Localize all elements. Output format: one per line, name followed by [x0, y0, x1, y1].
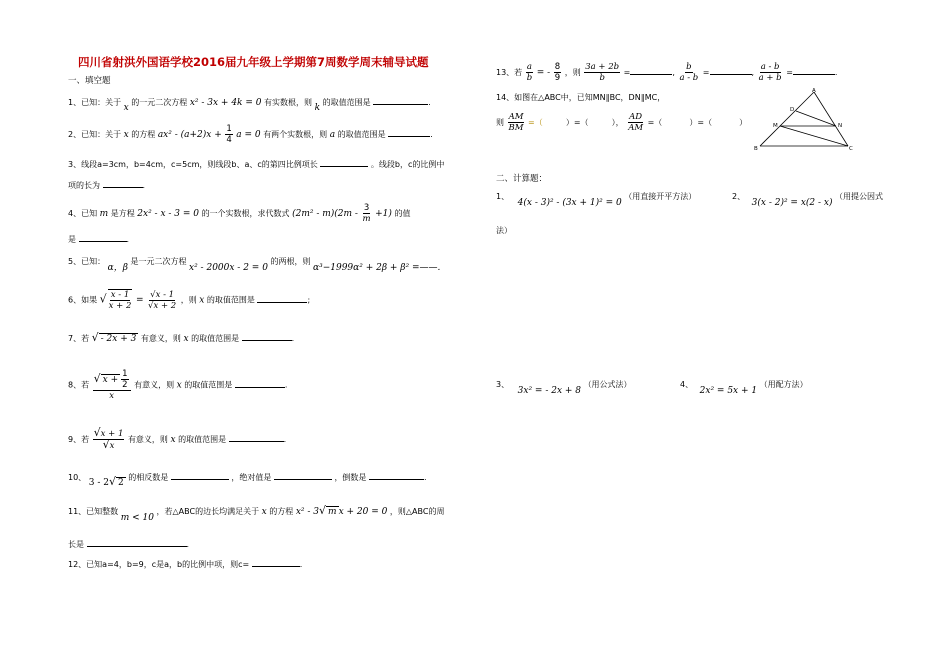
question-11: 11、已知整数 m < 10 ，若△ABC的边长均满足关于 x 的方程 x² - 3√ m x + 20 = 0 ，则△ABC的周: [68, 504, 445, 523]
answer-blank[interactable]: [242, 331, 292, 341]
answer-blank[interactable]: [274, 470, 332, 480]
question-3: 3、线段a=3cm，b=4cm，c=5cm，则线段b、a、c的第四比例项长 。线段b，c的比例中: [68, 157, 444, 170]
label-c: C: [849, 146, 853, 152]
answer-blank[interactable]: [373, 95, 428, 105]
question-10: 10、 3 - 2√ 2 的相反数是 ，绝对值是 ，倒数是 .: [68, 470, 427, 483]
side-ab: [760, 92, 814, 146]
question-3-line2: 项的长为 .: [68, 178, 145, 191]
answer-blank[interactable]: [388, 127, 430, 137]
label-a: A: [812, 88, 816, 94]
question-2: 2、已知：关于 x 的方程 ax² - (a+2)x + $\frac{1}{4}$ a = 0 有两个实数根，则 a 的取值范围是 .: [68, 124, 433, 145]
answer-blank[interactable]: [252, 557, 300, 567]
calc-3: 3、 3x² = - 2x + 8 （用公式法）: [496, 380, 632, 396]
answer-blank[interactable]: [103, 178, 143, 188]
question-4-line2: 是 .: [68, 232, 129, 245]
question-12: 12、已知a=4，b=9，c是a，b的比例中项，则c= .: [68, 557, 302, 570]
segment-mc: [780, 126, 848, 146]
calc-1: 1、 4(x - 3)² - (3x + 1)² = 0 （用直接开平方法）: [496, 192, 697, 208]
answer-blank[interactable]: [710, 65, 752, 75]
label-m: M: [773, 123, 778, 129]
question-14: 14、如图在△ABC中，已知MN∥BC，DN∥MC，: [496, 93, 666, 102]
answer-blank[interactable]: [369, 470, 424, 480]
question-9: 9、若 $\frac{√x + 1}{√x}$ 有意义，则 x 的取值范围是 .: [68, 426, 287, 451]
label-b: B: [754, 146, 758, 152]
question-5: 5、已知： α，β 是一元二次方程 x² - 2000x - 2 = 0 的两根，则 α³−1999α² + 2β + β² =——.: [68, 257, 441, 273]
question-1: 1、已知：关于 x 的一元二次方程 x² - 3x + 4k = 0 有实数根，则 k 的取值范围是 .: [68, 95, 431, 108]
answer-blank[interactable]: [229, 432, 284, 442]
section-fill-in: 一、填空题: [68, 76, 111, 86]
calc-2-wrap: 法）: [496, 226, 512, 235]
calc-4: 4、 2x² = 5x + 1 （用配方法）: [680, 380, 808, 396]
label-n: N: [838, 123, 843, 129]
question-11-line2: 长是 .: [68, 537, 189, 550]
triangle-figure: [750, 86, 860, 154]
answer-blank[interactable]: [79, 232, 127, 242]
answer-blank[interactable]: [793, 65, 835, 75]
question-7: 7、若 √ - 2x + 3 有意义，则 x 的取值范围是 .: [68, 331, 295, 344]
answer-blank[interactable]: [320, 157, 368, 167]
page-title: 四川省射洪外国语学校2016届九年级上学期第7周数学周末辅导试题: [78, 55, 429, 69]
answer-blank[interactable]: [257, 293, 307, 303]
section-calculation: 二、计算题：: [496, 174, 548, 184]
calc-2: 2、 3(x - 2)² = x(2 - x) （用提公因式: [732, 192, 884, 208]
question-4: 4、已知 m 是方程 2x² - x - 3 = 0 的一个实数根，求代数式 (2m² - m)(2m - $\frac{3}{m}$ +1) 的值: [68, 203, 411, 224]
segment-dn: [796, 111, 836, 126]
answer-blank[interactable]: [87, 537, 187, 547]
question-6: 6、如果 √ $\frac{x - 1}{x + 2}$ = $\frac{√x - 1}{√x + 2}$ ，则 x 的取值范围是 ;: [68, 289, 311, 311]
answer-blank[interactable]: [235, 378, 285, 388]
answer-blank[interactable]: [171, 470, 229, 480]
answer-blank[interactable]: [630, 65, 672, 75]
question-13: 13、若 $\frac{a}{b}$ = - $\frac{8}{9}$ ，则 $\frac{3a + 2b}{b}$ = , $\frac{b}{a - b}$ = , $\frac{a - b}{a + b}$ = .: [496, 62, 838, 83]
label-d: D: [790, 107, 795, 113]
question-14-ratios: 则 $\frac{AM}{BM}$ =（ ）=（ ）， $\frac{AD}{AM}$ =（ ）=（ ）: [496, 112, 748, 133]
question-8: 8、若 √ x + $\frac{1}{2}$ x 有意义，则 x 的取值范围是 .: [68, 369, 288, 401]
